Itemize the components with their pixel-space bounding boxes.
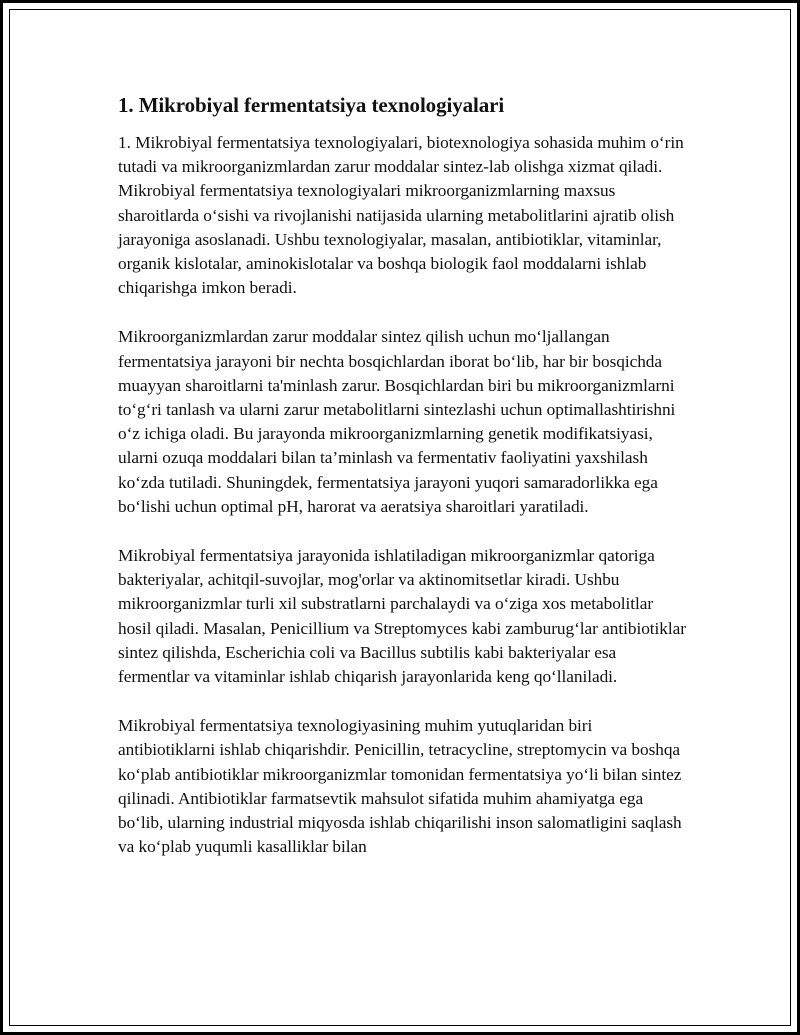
paragraph-antibiotics: Mikrobiyal fermentatsiya texnologiyasining muhim yutuqlaridan biri antibiotiklarni ishlab chiqarishdir. Penicillin, tetracycline, streptomycin va boshqa ko‘plab antibiotiklar mikroorganizmlar tomonidan fermentatsiya yo‘li bilan sintez qilinadi. Antibiotiklar farmatsevtik mahsulot sifatida muhim ahamiyatga ega bo‘lib, ularning industrial miqyosda ishlab chiqarilishi inson salomatligini saqlash va ko‘plab yuqumli kasalliklar bilan [118,716,682,857]
paragraph-intro: 1. Mikrobiyal fermentatsiya texnologiyalari, biotexnologiya sohasida muhim o‘rin tutadi va mikroorganizmlardan zarur moddalar sintez-lab olishga xizmat qiladi. Mikrobiyal fermentatsiya texnologiyalari mikroorganizmlarning maxsus sharoitlarda o‘sishi va rivojlanishi natijasida ularning metabolitlarini ajratib olish jarayoniga asoslanadi. Ushbu texnologiyalar, masalan, antibiotiklar, vitaminlar, organik kislotalar, aminokislotalar va boshqa biologik faol moddalarni ishlab chiqarishga imkon beradi. [118,133,684,298]
paragraph-process-stages: Mikroorganizmlardan zarur moddalar sintez qilish uchun mo‘ljallangan fermentatsiya jarayoni bir nechta bosqichlardan iborat bo‘lib, har bir bosqichda muayyan sharoitlarni ta'minlash zarur. Bosqichlardan biri bu mikroorganizmlarni to‘g‘ri tanlash va ularni zarur metabolitlarni sintezlashi uchun optimallashtirishni o‘z ichiga oladi. Bu jarayonda mikroorganizmlarning genetik modifikatsiyasi, ularni ozuqa moddalari bilan ta’minlash va fermentativ faoliyatini yaxshilash ko‘zda tutiladi. Shuningdek, fermentatsiya jarayoni yuqori samaradorlikka ega bo‘lishi uchun optimal pH, harorat va aeratsiya sharoitlari yaratiladi. [118,327,676,516]
paragraph-microorganisms: Mikrobiyal fermentatsiya jarayonida ishlatiladigan mikroorganizmlar qatoriga bakteriyalar, achitqil-suvojlar, mog'orlar va aktinomitsetlar kiradi. Ushbu mikroorganizmlar turli xil substratlarni parchalaydi va o‘ziga xos metabolitlar hosil qiladi. Masalan, Penicillium va Streptomyces kabi zamburug‘lar antibiotiklar sintez qilishda, Escherichia coli va Bacillus subtilis kabi bakteriyalar esa fermentlar va vitaminlar ishlab chiqarish jarayonlarida keng qo‘llaniladi. [118,546,686,687]
document-body [118,92,688,884]
document-heading: 1. Mikrobiyal fermentatsiya texnologiyalari [118,93,505,117]
